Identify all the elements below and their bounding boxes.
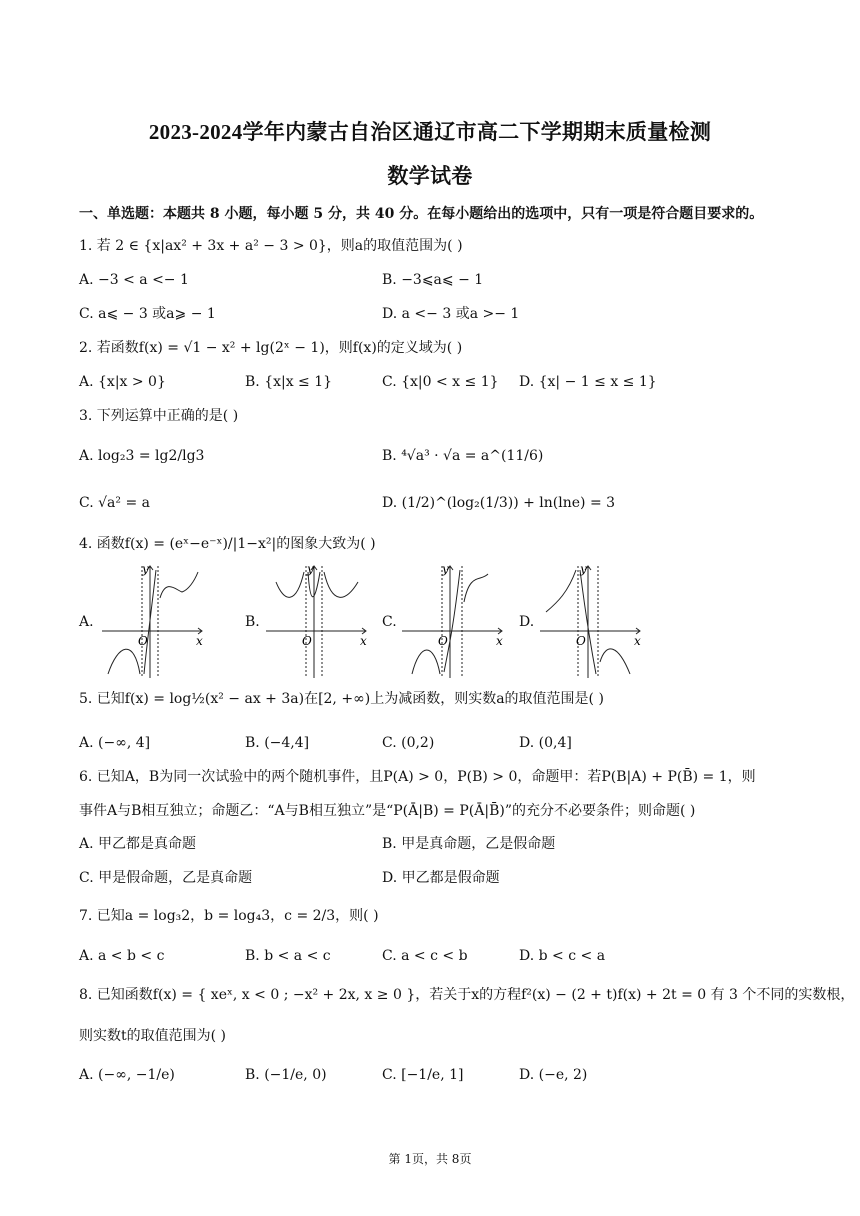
question-8-stem-line1: 8. 已知函数f(x) = { xeˣ, x < 0 ; −x² + 2x, x ≥ 0 }，若关于x的方程f²(x) − (2 + t)f(x) + 2t = 0 有 3 个不同的实数根，	[79, 987, 855, 1003]
q4-option-a: A.	[79, 614, 94, 630]
q4-graph-c	[398, 562, 510, 680]
q4b-origin-label: O	[302, 634, 312, 648]
q4a-x-label: x	[196, 634, 203, 648]
q4a-origin-label: O	[138, 634, 148, 648]
q2-option-d: D. {x| − 1 ≤ x ≤ 1}	[519, 374, 657, 390]
q7-option-a: A. a < b < c	[79, 948, 165, 964]
q8-option-b: B. (−1/e, 0)	[245, 1067, 327, 1083]
question-2-stem: 2. 若函数f(x) = √1 − x² + lg(2ˣ − 1)，则f(x)的定义域为( )	[79, 340, 463, 356]
question-1-stem: 1. 若 2 ∈ {x|ax² + 3x + a² − 3 > 0}，则a的取值范围为( )	[79, 238, 463, 254]
q3-option-a: A. log₂3 = lg2/lg3	[79, 448, 205, 464]
question-6-stem-line2: 事件A与B相互独立；命题乙：“A与B相互独立”是“P(Ā|B) = P(Ā|B̄)”的充分不必要条件；则命题( )	[79, 803, 696, 819]
exam-subtitle: 数学试卷	[387, 164, 473, 188]
q5-option-d: D. (0,4]	[519, 735, 572, 751]
question-8-stem-line2: 则实数t的取值范围为( )	[79, 1028, 226, 1044]
q4-graph-a	[98, 562, 210, 680]
q2-option-b: B. {x|x ≤ 1}	[245, 374, 333, 390]
q3-option-b: B. ⁴√a³ · √a = a^(11/6)	[382, 448, 544, 464]
q6-option-a: A. 甲乙都是真命题	[79, 836, 197, 852]
q4a-y-label: y	[142, 562, 149, 576]
q4b-y-label: y	[307, 562, 314, 576]
q4-graph-d	[536, 562, 648, 680]
q1-option-b: B. −3⩽a⩽ − 1	[382, 272, 484, 288]
question-5-stem: 5. 已知f(x) = log½(x² − ax + 3a)在[2, +∞)上为减函数，则实数a的取值范围是( )	[79, 691, 604, 707]
q8-option-c: C. [−1/e, 1]	[382, 1067, 464, 1083]
question-3-stem: 3. 下列运算中正确的是( )	[79, 408, 239, 424]
q1-option-a: A. −3 < a <− 1	[79, 272, 189, 288]
q4c-y-label: y	[442, 562, 449, 576]
q7-option-d: D. b < c < a	[519, 948, 606, 964]
q4d-y-label: y	[580, 562, 587, 576]
q7-option-c: C. a < c < b	[382, 948, 468, 964]
q4d-x-label: x	[634, 634, 641, 648]
q1-option-c: C. a⩽ − 3 或a⩾ − 1	[79, 306, 216, 322]
exam-title: 2023-2024学年内蒙古自治区通辽市高二下学期期末质量检测	[148, 120, 712, 144]
q4c-x-label: x	[496, 634, 503, 648]
q6-option-c: C. 甲是假命题，乙是真命题	[79, 870, 253, 886]
q5-option-b: B. (−4,4]	[245, 735, 310, 751]
q6-option-d: D. 甲乙都是假命题	[382, 870, 500, 886]
page-footer: 第 1页，共 8页	[388, 1152, 472, 1166]
q4c-origin-label: O	[438, 634, 448, 648]
q4d-origin-label: O	[576, 634, 586, 648]
q5-option-c: C. (0,2)	[382, 735, 435, 751]
q4-graph-b	[262, 562, 374, 680]
q8-option-d: D. (−e, 2)	[519, 1067, 588, 1083]
q2-option-c: C. {x|0 < x ≤ 1}	[382, 374, 499, 390]
q4-option-b: B.	[245, 614, 260, 630]
q3-option-d: D. (1/2)^(log₂(1/3)) + ln(lne) = 3	[382, 495, 616, 511]
q1-option-d: D. a <− 3 或a >− 1	[382, 306, 520, 322]
q4-option-c: C.	[382, 614, 397, 630]
section-heading: 一、单选题：本题共 8 小题，每小题 5 分，共 40 分。在每小题给出的选项中，只有一项是符合题目要求的。	[79, 206, 764, 222]
q8-option-a: A. (−∞, −1/e)	[79, 1067, 175, 1083]
q4-option-d: D.	[519, 614, 535, 630]
question-6-stem-line1: 6. 已知A，B为同一次试验中的两个随机事件，且P(A) > 0，P(B) > 0，命题甲：若P(B|A) + P(B̄) = 1，则	[79, 769, 756, 785]
q2-option-a: A. {x|x > 0}	[79, 374, 166, 390]
question-4-stem: 4. 函数f(x) = (eˣ−e⁻ˣ)/|1−x²|的图象大致为( )	[79, 536, 376, 552]
question-7-stem: 7. 已知a = log₃2，b = log₄3，c = 2/3，则( )	[79, 908, 379, 924]
q6-option-b: B. 甲是真命题，乙是假命题	[382, 836, 556, 852]
q4b-x-label: x	[360, 634, 367, 648]
q3-option-c: C. √a² = a	[79, 495, 150, 511]
q5-option-a: A. (−∞, 4]	[79, 735, 151, 751]
q7-option-b: B. b < a < c	[245, 948, 331, 964]
